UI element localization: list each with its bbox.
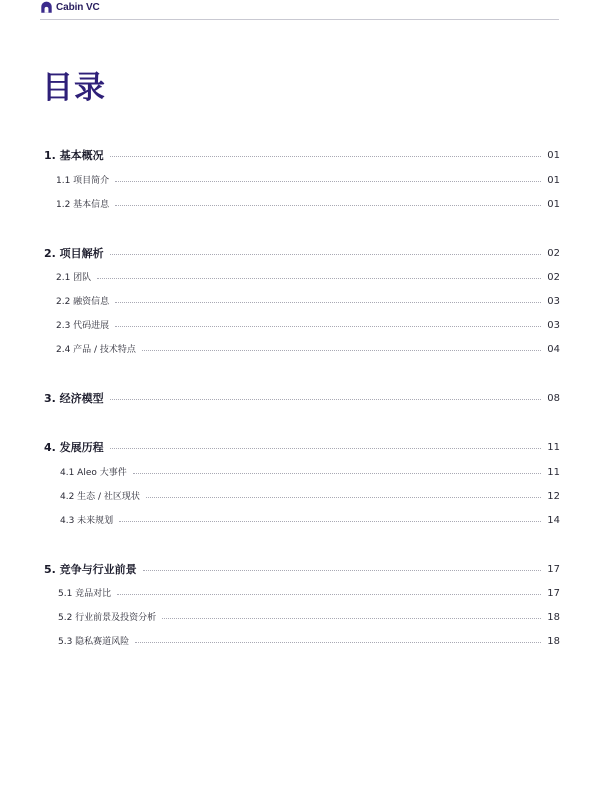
toc-entry[interactable] xyxy=(0,270,600,286)
dotted-leader xyxy=(135,642,541,643)
toc-page-number: 18 xyxy=(547,636,560,647)
toc-section[interactable] xyxy=(0,562,600,578)
toc-label: 5.1 竞品对比 xyxy=(58,586,115,602)
toc-entry[interactable] xyxy=(0,318,600,334)
toc-page-number: 08 xyxy=(547,393,560,404)
toc-label: 5.2 行业前景及投资分析 xyxy=(58,610,160,626)
toc-entry[interactable] xyxy=(0,294,600,310)
toc-page-number: 03 xyxy=(547,320,560,331)
toc-entry[interactable] xyxy=(0,610,600,626)
toc-section[interactable] xyxy=(0,391,600,407)
dotted-leader xyxy=(115,302,541,303)
page-title: 目录 xyxy=(42,70,106,106)
toc-label: 5.3 隐私赛道风险 xyxy=(58,634,133,650)
toc-entry[interactable] xyxy=(0,465,600,481)
toc-label: 4. 发展历程 xyxy=(44,440,108,456)
dotted-leader xyxy=(115,326,541,327)
brand-name: Cabin VC xyxy=(56,2,100,13)
toc-page-number: 01 xyxy=(547,175,560,186)
toc-section[interactable] xyxy=(0,440,600,456)
toc-label: 1. 基本概况 xyxy=(44,148,108,164)
dotted-leader xyxy=(142,350,541,351)
toc-page-number: 11 xyxy=(547,442,560,453)
toc-section[interactable] xyxy=(0,148,600,164)
toc-entry[interactable] xyxy=(0,173,600,189)
toc-entry[interactable] xyxy=(0,634,600,650)
toc-page-number: 18 xyxy=(547,612,560,623)
dotted-leader xyxy=(162,618,541,619)
dotted-leader xyxy=(110,448,541,449)
toc-page-number: 02 xyxy=(547,272,560,283)
cabin-vc-logo xyxy=(40,0,100,15)
toc-entry[interactable] xyxy=(0,586,600,602)
dotted-leader xyxy=(110,156,541,157)
toc-page-number: 03 xyxy=(547,296,560,307)
toc-page-number: 11 xyxy=(547,467,560,478)
toc-page-number: 04 xyxy=(547,344,560,355)
toc-label: 2.1 团队 xyxy=(56,270,95,286)
toc-page-number: 01 xyxy=(547,150,560,161)
dotted-leader xyxy=(143,570,541,571)
toc-entry[interactable] xyxy=(0,342,600,358)
toc-label: 1.2 基本信息 xyxy=(56,197,113,213)
toc-page-number: 17 xyxy=(547,564,560,575)
dotted-leader xyxy=(97,278,541,279)
dotted-leader xyxy=(115,181,541,182)
dotted-leader xyxy=(133,473,541,474)
toc-label: 3. 经济模型 xyxy=(44,391,108,407)
toc-label: 1.1 项目简介 xyxy=(56,173,113,189)
dotted-leader xyxy=(110,254,541,255)
toc-label: 2.3 代码进展 xyxy=(56,318,113,334)
toc-label: 2. 项目解析 xyxy=(44,246,108,262)
toc-entry[interactable] xyxy=(0,513,600,529)
page-header xyxy=(40,0,559,20)
dotted-leader xyxy=(119,521,541,522)
dotted-leader xyxy=(115,205,541,206)
toc-label: 4.1 Aleo 大事件 xyxy=(60,465,131,481)
dotted-leader xyxy=(146,497,541,498)
toc-section[interactable] xyxy=(0,246,600,262)
toc-label: 4.2 生态 / 社区现状 xyxy=(60,489,144,505)
cabin-logo-icon xyxy=(40,1,53,14)
toc-label: 5. 竞争与行业前景 xyxy=(44,562,141,578)
toc-label: 4.3 未来规划 xyxy=(60,513,117,529)
toc-label: 2.4 产品 / 技术特点 xyxy=(56,342,140,358)
dotted-leader xyxy=(117,594,541,595)
toc-page-number: 12 xyxy=(547,491,560,502)
toc-entry[interactable] xyxy=(0,489,600,505)
toc-page-number: 01 xyxy=(547,199,560,210)
toc-label: 2.2 融资信息 xyxy=(56,294,113,310)
toc-entry[interactable] xyxy=(0,197,600,213)
toc-page-number: 14 xyxy=(547,515,560,526)
toc-page-number: 17 xyxy=(547,588,560,599)
dotted-leader xyxy=(110,399,541,400)
toc-page-number: 02 xyxy=(547,248,560,259)
